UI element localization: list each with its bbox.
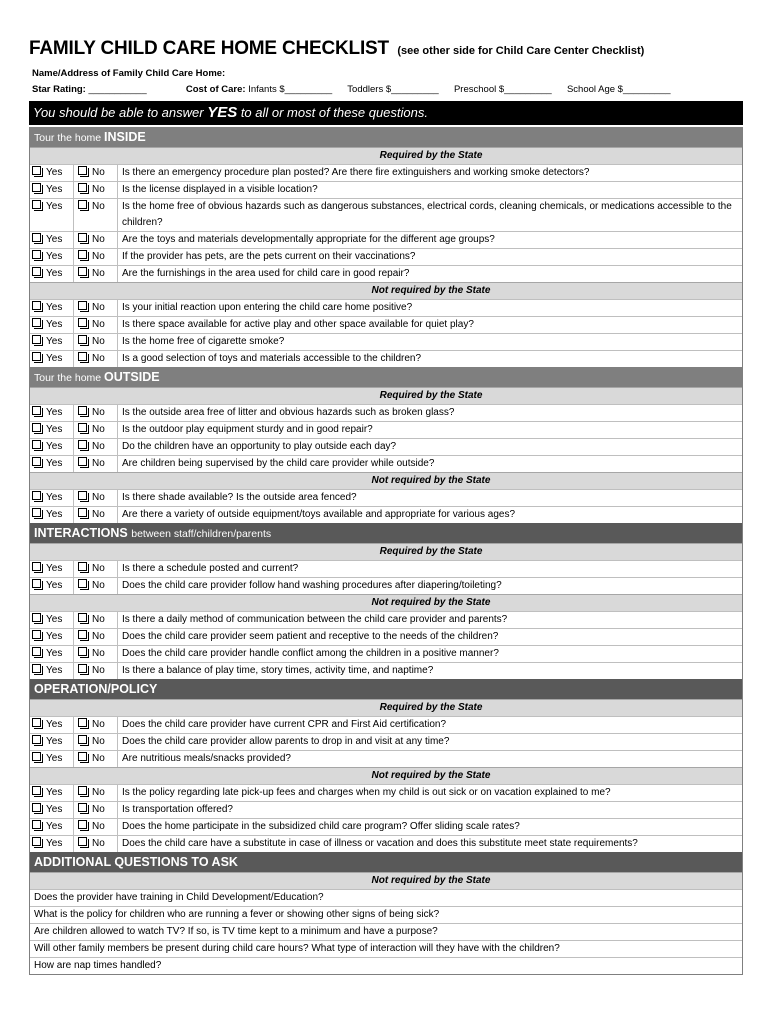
banner-text-post: to all or most of these questions. <box>237 105 428 120</box>
no-option[interactable] <box>74 456 118 472</box>
question-text: Does the home participate in the subsidized child care program? Offer sliding scale rates? <box>122 821 520 832</box>
checklist-row <box>30 716 742 733</box>
no-option[interactable] <box>74 165 118 181</box>
question-text: Does the child care provider seem patient and receptive to the needs of the children? <box>122 631 499 642</box>
star-rating-field[interactable]: ___________ <box>88 84 147 95</box>
question-text: Are there a variety of outside equipment/toys available and appropriate for various ages? <box>122 509 516 520</box>
banner-yes: YES <box>207 104 238 121</box>
yes-label: Yes <box>46 838 63 849</box>
yes-label: Yes <box>46 563 63 574</box>
yes-option[interactable] <box>30 422 74 438</box>
yes-label: Yes <box>46 353 63 364</box>
no-label: No <box>92 838 105 849</box>
yes-checkbox[interactable] <box>32 166 41 175</box>
yes-label: Yes <box>46 787 63 798</box>
section-title: INTERACTIONS <box>34 526 128 540</box>
no-option[interactable] <box>74 819 118 835</box>
section-title: OUTSIDE <box>104 370 160 384</box>
no-checkbox[interactable] <box>78 837 87 846</box>
section-header-outside <box>30 367 742 387</box>
no-label: No <box>92 753 105 764</box>
yes-label: Yes <box>46 719 63 730</box>
yes-option[interactable] <box>30 405 74 421</box>
no-checkbox[interactable] <box>78 423 87 432</box>
question-text: Are children being supervised by the child care provider while outside? <box>122 458 435 469</box>
yes-checkbox[interactable] <box>32 647 41 656</box>
yes-option[interactable] <box>30 836 74 852</box>
question-text: Are nutritious meals/snacks provided? <box>122 753 291 764</box>
yes-checkbox[interactable] <box>32 183 41 192</box>
no-option[interactable] <box>74 439 118 455</box>
yes-option[interactable] <box>30 663 74 679</box>
no-checkbox[interactable] <box>78 664 87 673</box>
yes-checkbox[interactable] <box>32 423 41 432</box>
yes-option[interactable] <box>30 351 74 367</box>
question-text: Is transportation offered? <box>122 804 233 815</box>
no-checkbox[interactable] <box>78 735 87 744</box>
yes-label: Yes <box>46 580 63 591</box>
question-text: Does the child care provider follow hand washing procedures after diapering/toileting? <box>122 580 502 591</box>
no-option[interactable] <box>74 490 118 506</box>
yes-label: Yes <box>46 458 63 469</box>
preschool-cost-field[interactable]: Preschool $_________ <box>453 84 552 95</box>
required-by-state-label: Required by the State <box>30 699 742 716</box>
yes-checkbox[interactable] <box>32 318 41 327</box>
yes-option[interactable] <box>30 785 74 801</box>
question-text: Is there space available for active play and other space available for quiet play? <box>122 319 474 330</box>
yes-checkbox[interactable] <box>32 664 41 673</box>
checklist-row <box>30 801 742 818</box>
checklist-row <box>30 248 742 265</box>
checklist-row <box>30 560 742 577</box>
yes-option[interactable] <box>30 456 74 472</box>
additional-question: Will other family members be present during child care hours? What type of interaction will they have with the children? <box>30 940 742 957</box>
yes-label: Yes <box>46 184 63 195</box>
yes-label: Yes <box>46 753 63 764</box>
banner-text-pre: You should be able to answer <box>33 105 208 120</box>
no-label: No <box>92 631 105 642</box>
no-label: No <box>92 719 105 730</box>
no-label: No <box>92 648 105 659</box>
yes-option[interactable] <box>30 490 74 506</box>
checklist-row <box>30 506 742 523</box>
no-option[interactable] <box>74 317 118 333</box>
section-header-interactions <box>30 523 742 543</box>
question-text: Does the child care provider allow parents to drop in and visit at any time? <box>122 736 450 747</box>
no-option[interactable] <box>74 232 118 248</box>
yes-checkbox[interactable] <box>32 630 41 639</box>
no-label: No <box>92 184 105 195</box>
no-label: No <box>92 821 105 832</box>
checklist-row <box>30 231 742 248</box>
no-checkbox[interactable] <box>78 718 87 727</box>
yes-label: Yes <box>46 614 63 625</box>
checklist-row <box>30 784 742 801</box>
no-label: No <box>92 302 105 313</box>
toddlers-cost-field[interactable]: Toddlers $_________ <box>347 84 439 95</box>
yes-checkbox[interactable] <box>32 718 41 727</box>
no-label: No <box>92 804 105 815</box>
section-title: ADDITIONAL QUESTIONS TO ASK <box>34 855 238 869</box>
yes-label: Yes <box>46 167 63 178</box>
yes-checkbox[interactable] <box>32 233 41 242</box>
checklist-row <box>30 818 742 835</box>
no-option[interactable] <box>74 561 118 577</box>
no-checkbox[interactable] <box>78 803 87 812</box>
yes-checkbox[interactable] <box>32 301 41 310</box>
no-checkbox[interactable] <box>78 440 87 449</box>
no-checkbox[interactable] <box>78 200 87 209</box>
checklist-row <box>30 455 742 472</box>
question-text: Is there an emergency procedure plan posted? Are there fire extinguishers and working smoke detectors? <box>122 167 590 178</box>
yes-checkbox[interactable] <box>32 579 41 588</box>
yes-label: Yes <box>46 665 63 676</box>
no-checkbox[interactable] <box>78 630 87 639</box>
yes-option[interactable] <box>30 182 74 198</box>
no-checkbox[interactable] <box>78 301 87 310</box>
no-option[interactable] <box>74 751 118 767</box>
no-checkbox[interactable] <box>78 579 87 588</box>
checklist-row <box>30 835 742 852</box>
no-checkbox[interactable] <box>78 267 87 276</box>
no-checkbox[interactable] <box>78 491 87 500</box>
question-text: Is the license displayed in a visible location? <box>122 184 318 195</box>
no-option[interactable] <box>74 351 118 367</box>
yes-checkbox[interactable] <box>32 406 41 415</box>
not-required-by-state-label: Not required by the State <box>30 872 742 889</box>
question-text: Does the child care provider have current CPR and First Aid certification? <box>122 719 447 730</box>
yes-option[interactable] <box>30 507 74 523</box>
no-option[interactable] <box>74 734 118 750</box>
no-checkbox[interactable] <box>78 457 87 466</box>
yes-label: Yes <box>46 441 63 452</box>
section-title: INSIDE <box>104 130 146 144</box>
question-text: Are the toys and materials developmentally appropriate for the different age groups? <box>122 234 495 245</box>
section-header-inside <box>30 127 742 147</box>
no-option[interactable] <box>74 629 118 645</box>
school-age-cost-field[interactable]: School Age $_________ <box>566 84 671 95</box>
additional-question: Does the provider have training in Child Development/Education? <box>30 889 742 906</box>
checklist-row <box>30 611 742 628</box>
no-checkbox[interactable] <box>78 752 87 761</box>
section-title: OPERATION/POLICY <box>34 682 158 696</box>
no-label: No <box>92 167 105 178</box>
no-option[interactable] <box>74 405 118 421</box>
yes-option[interactable] <box>30 646 74 662</box>
yes-option[interactable] <box>30 629 74 645</box>
yes-option[interactable] <box>30 334 74 350</box>
star-rating-label: Star Rating: <box>32 84 86 95</box>
yes-label: Yes <box>46 631 63 642</box>
question-text: Is the outdoor play equipment sturdy and in good repair? <box>122 424 373 435</box>
yes-checkbox[interactable] <box>32 820 41 829</box>
no-label: No <box>92 736 105 747</box>
yes-option[interactable] <box>30 317 74 333</box>
yes-label: Yes <box>46 424 63 435</box>
yes-option[interactable] <box>30 165 74 181</box>
checklist-row <box>30 489 742 506</box>
no-checkbox[interactable] <box>78 508 87 517</box>
no-label: No <box>92 441 105 452</box>
yes-checkbox[interactable] <box>32 352 41 361</box>
question-text: Is there shade available? Is the outside area fenced? <box>122 492 357 503</box>
yes-checkbox[interactable] <box>32 440 41 449</box>
no-label: No <box>92 787 105 798</box>
checklist-row <box>30 645 742 662</box>
no-checkbox[interactable] <box>78 335 87 344</box>
no-label: No <box>92 665 105 676</box>
no-label: No <box>92 563 105 574</box>
no-checkbox[interactable] <box>78 250 87 259</box>
section-suffix: between staff/children/parents <box>131 528 272 540</box>
checklist-row <box>30 265 742 282</box>
no-checkbox[interactable] <box>78 318 87 327</box>
yes-option[interactable] <box>30 612 74 628</box>
no-checkbox[interactable] <box>78 166 87 175</box>
yes-label: Yes <box>46 302 63 313</box>
question-text: Is the outside area free of litter and obvious hazards such as broken glass? <box>122 407 455 418</box>
yes-checkbox[interactable] <box>32 562 41 571</box>
yes-checkbox[interactable] <box>32 613 41 622</box>
no-option[interactable] <box>74 300 118 316</box>
no-label: No <box>92 268 105 279</box>
required-by-state-label: Required by the State <box>30 543 742 560</box>
no-label: No <box>92 319 105 330</box>
checklist-row <box>30 299 742 316</box>
question-text: Is there a daily method of communication between the child care provider and parents? <box>122 614 508 625</box>
yes-option[interactable] <box>30 561 74 577</box>
page-title <box>29 38 743 60</box>
yes-option[interactable] <box>30 751 74 767</box>
question-text: Are the furnishings in the area used for child care in good repair? <box>122 268 410 279</box>
yes-checkbox[interactable] <box>32 250 41 259</box>
no-option[interactable] <box>74 663 118 679</box>
no-label: No <box>92 492 105 503</box>
no-option[interactable] <box>74 785 118 801</box>
no-label: No <box>92 424 105 435</box>
yes-label: Yes <box>46 319 63 330</box>
yes-label: Yes <box>46 201 63 212</box>
checklist-row <box>30 438 742 455</box>
instruction-banner <box>29 101 743 125</box>
yes-option[interactable] <box>30 734 74 750</box>
yes-option[interactable] <box>30 199 74 231</box>
no-checkbox[interactable] <box>78 352 87 361</box>
no-checkbox[interactable] <box>78 562 87 571</box>
yes-checkbox[interactable] <box>32 200 41 209</box>
no-option[interactable] <box>74 578 118 594</box>
additional-question: How are nap times handled? <box>30 957 742 974</box>
not-required-by-state-label: Not required by the State <box>30 594 742 611</box>
yes-label: Yes <box>46 736 63 747</box>
question-text: Is there a schedule posted and current? <box>122 563 299 574</box>
no-checkbox[interactable] <box>78 613 87 622</box>
no-option[interactable] <box>74 836 118 852</box>
no-option[interactable] <box>74 802 118 818</box>
yes-label: Yes <box>46 492 63 503</box>
title-subtitle: (see other side for Child Care Center Checklist) <box>397 45 645 57</box>
question-text: Does the child care provider handle conflict among the children in a positive manner? <box>122 648 499 659</box>
required-by-state-label: Required by the State <box>30 147 742 164</box>
yes-label: Yes <box>46 336 63 347</box>
no-option[interactable] <box>74 249 118 265</box>
no-option[interactable] <box>74 199 118 231</box>
no-option[interactable] <box>74 422 118 438</box>
checklist-row <box>30 164 742 181</box>
question-text: Do the children have an opportunity to play outside each day? <box>122 441 397 452</box>
no-option[interactable] <box>74 507 118 523</box>
yes-checkbox[interactable] <box>32 267 41 276</box>
question-text: Is your initial reaction upon entering the child care home positive? <box>122 302 413 313</box>
checklist-row <box>30 628 742 645</box>
no-label: No <box>92 458 105 469</box>
yes-label: Yes <box>46 251 63 262</box>
no-label: No <box>92 234 105 245</box>
yes-checkbox[interactable] <box>32 335 41 344</box>
no-checkbox[interactable] <box>78 233 87 242</box>
no-checkbox[interactable] <box>78 183 87 192</box>
no-option[interactable] <box>74 334 118 350</box>
yes-label: Yes <box>46 804 63 815</box>
section-prefix: Tour the home <box>34 132 102 144</box>
no-option[interactable] <box>74 266 118 282</box>
yes-label: Yes <box>46 648 63 659</box>
yes-option[interactable] <box>30 819 74 835</box>
yes-label: Yes <box>46 821 63 832</box>
yes-option[interactable] <box>30 578 74 594</box>
no-checkbox[interactable] <box>78 786 87 795</box>
yes-checkbox[interactable] <box>32 457 41 466</box>
yes-option[interactable] <box>30 300 74 316</box>
question-text: Is a good selection of toys and materials accessible to the children? <box>122 353 422 364</box>
section-prefix: Tour the home <box>34 372 102 384</box>
section-header-operation <box>30 679 742 699</box>
cost-of-care-label: Cost of Care: <box>185 84 246 95</box>
not-required-by-state-label: Not required by the State <box>30 767 742 784</box>
yes-checkbox[interactable] <box>32 508 41 517</box>
no-label: No <box>92 336 105 347</box>
no-option[interactable] <box>74 717 118 733</box>
question-text: Does the child care have a substitute in case of illness or vacation and does this substitute meet state requirements? <box>122 838 638 849</box>
yes-checkbox[interactable] <box>32 837 41 846</box>
question-text: If the provider has pets, are the pets current on their vaccinations? <box>122 251 416 262</box>
yes-label: Yes <box>46 407 63 418</box>
section-header-additional <box>30 852 742 872</box>
yes-label: Yes <box>46 509 63 520</box>
yes-checkbox[interactable] <box>32 803 41 812</box>
no-label: No <box>92 407 105 418</box>
not-required-by-state-label: Not required by the State <box>30 282 742 299</box>
no-checkbox[interactable] <box>78 647 87 656</box>
yes-checkbox[interactable] <box>32 735 41 744</box>
no-label: No <box>92 251 105 262</box>
no-option[interactable] <box>74 182 118 198</box>
yes-option[interactable] <box>30 232 74 248</box>
title-main: FAMILY CHILD CARE HOME CHECKLIST <box>29 38 389 59</box>
no-checkbox[interactable] <box>78 820 87 829</box>
additional-question: What is the policy for children who are running a fever or showing other signs of being sick? <box>30 906 742 923</box>
additional-question: Are children allowed to watch TV? If so, is TV time kept to a minimum and have a purpose? <box>30 923 742 940</box>
no-label: No <box>92 509 105 520</box>
no-option[interactable] <box>74 612 118 628</box>
checklist-row <box>30 316 742 333</box>
yes-option[interactable] <box>30 802 74 818</box>
checklist-row <box>30 577 742 594</box>
no-label: No <box>92 201 105 212</box>
checklist-row <box>30 181 742 198</box>
no-checkbox[interactable] <box>78 406 87 415</box>
name-address-label: Name/Address of Family Child Care Home: <box>32 68 226 79</box>
no-label: No <box>92 614 105 625</box>
question-text: Is there a balance of play time, story times, activity time, and naptime? <box>122 665 434 676</box>
question-text: Is the home free of obvious hazards such as dangerous substances, electrical cords, cleaning chemicals, or medications accessible to the children? <box>122 201 732 228</box>
checklist-row <box>30 421 742 438</box>
rating-cost-line <box>32 84 746 95</box>
question-text: Is the home free of cigarette smoke? <box>122 336 285 347</box>
yes-option[interactable] <box>30 439 74 455</box>
yes-option[interactable] <box>30 266 74 282</box>
checklist-table <box>29 127 743 975</box>
checklist-row <box>30 750 742 767</box>
yes-label: Yes <box>46 268 63 279</box>
required-by-state-label: Required by the State <box>30 387 742 404</box>
yes-label: Yes <box>46 234 63 245</box>
checklist-row <box>30 333 742 350</box>
no-label: No <box>92 580 105 591</box>
checklist-row <box>30 198 742 231</box>
yes-checkbox[interactable] <box>32 491 41 500</box>
checklist-row <box>30 350 742 367</box>
no-option[interactable] <box>74 646 118 662</box>
checklist-row <box>30 404 742 421</box>
no-label: No <box>92 353 105 364</box>
infants-cost-field[interactable]: Infants $_________ <box>248 84 333 95</box>
yes-checkbox[interactable] <box>32 752 41 761</box>
checklist-row <box>30 662 742 679</box>
question-text: Is the policy regarding late pick-up fees and charges when my child is out sick or on vacation explained to me? <box>122 787 611 798</box>
checklist-row <box>30 733 742 750</box>
not-required-by-state-label: Not required by the State <box>30 472 742 489</box>
yes-option[interactable] <box>30 717 74 733</box>
yes-checkbox[interactable] <box>32 786 41 795</box>
yes-option[interactable] <box>30 249 74 265</box>
